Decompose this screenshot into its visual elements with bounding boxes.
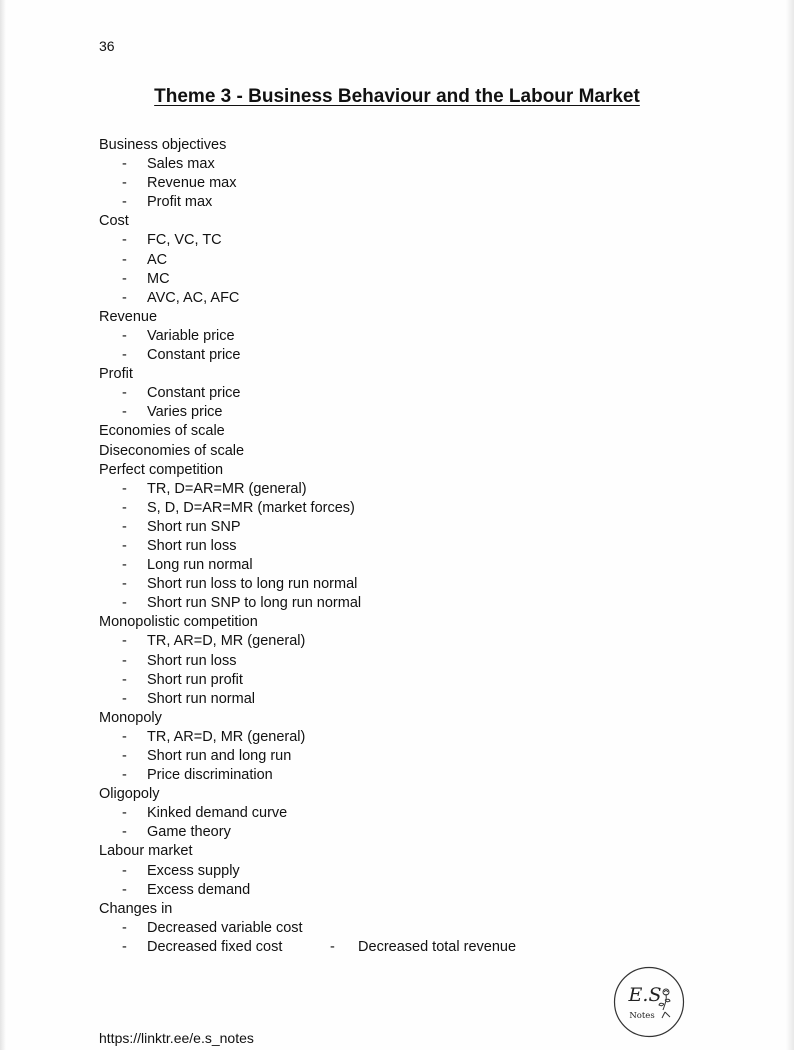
bullet-item-text: Revenue max bbox=[147, 175, 237, 192]
bullet-dash: - bbox=[122, 805, 127, 822]
bullet-dash: - bbox=[122, 194, 127, 211]
bullet-dash: - bbox=[122, 156, 127, 173]
page-title: Theme 3 - Business Behaviour and the Labour Market bbox=[154, 86, 640, 107]
bullet-item-text: TR, D=AR=MR (general) bbox=[147, 480, 307, 497]
bullet-item-text: Price discrimination bbox=[147, 767, 273, 784]
bullet-dash: - bbox=[122, 347, 127, 364]
page-shadow-left bbox=[0, 0, 6, 1050]
bullet-item bbox=[99, 174, 361, 193]
bullet-dash: - bbox=[122, 327, 127, 344]
bullet-item bbox=[99, 632, 361, 651]
bullet-dash: - bbox=[122, 499, 127, 516]
bullet-dash: - bbox=[330, 939, 335, 955]
bullet-dash: - bbox=[122, 537, 127, 554]
bullet-item bbox=[99, 346, 361, 365]
bullet-item-text: Long run normal bbox=[147, 557, 253, 574]
bullet-item bbox=[99, 938, 361, 957]
bullet-item bbox=[99, 766, 361, 785]
section-heading: Profit bbox=[99, 366, 133, 383]
bullet-item bbox=[99, 270, 361, 289]
bullet-dash: - bbox=[122, 289, 127, 306]
bullet-item-text: Profit max bbox=[147, 194, 213, 211]
section-heading: Oligopoly bbox=[99, 786, 160, 803]
bullet-dash: - bbox=[122, 767, 127, 784]
bullet-item-text: Short run SNP to long run normal bbox=[147, 595, 362, 612]
bullet-dash: - bbox=[122, 652, 127, 669]
bullet-dash: - bbox=[122, 518, 127, 535]
bullet-item-text: Excess supply bbox=[147, 862, 240, 879]
bullet-item-text: MC bbox=[147, 270, 170, 287]
footer-link[interactable]: https://linktr.ee/e.s_notes bbox=[99, 1030, 254, 1046]
bullet-item bbox=[99, 403, 361, 422]
bullet-item bbox=[99, 747, 361, 766]
bullet-dash: - bbox=[122, 919, 127, 936]
section-heading: Changes in bbox=[99, 900, 173, 917]
bullet-item-text: Short run loss bbox=[147, 652, 237, 669]
bullet-dash: - bbox=[122, 480, 127, 497]
section-heading: Revenue bbox=[99, 308, 158, 325]
bullet-dash: - bbox=[122, 862, 127, 879]
bullet-item-text: Kinked demand curve bbox=[147, 805, 288, 822]
bullet-item bbox=[99, 556, 361, 575]
section-heading: Monopoly bbox=[99, 709, 162, 726]
bullet-item bbox=[99, 537, 361, 556]
bullet-item bbox=[99, 671, 361, 690]
bullet-dash: - bbox=[122, 232, 127, 249]
bullet-dash: - bbox=[122, 881, 127, 898]
bullet-item-text: Game theory bbox=[147, 824, 231, 841]
bullet-item bbox=[99, 881, 361, 900]
bullet-item-text: FC, VC, TC bbox=[147, 232, 222, 249]
section-heading: Labour market bbox=[99, 843, 193, 860]
bullet-item bbox=[99, 652, 361, 671]
bullet-item-text: Short run loss to long run normal bbox=[147, 576, 358, 593]
bullet-item-text: Constant price bbox=[147, 347, 241, 364]
section-heading: Diseconomies of scale bbox=[99, 442, 245, 459]
bullet-dash: - bbox=[122, 633, 127, 650]
bullet-dash: - bbox=[122, 824, 127, 841]
bullet-item-text: Excess demand bbox=[147, 881, 251, 898]
bullet-item-text: Short run SNP bbox=[147, 518, 241, 535]
bullet-item-text: Short run normal bbox=[147, 690, 255, 707]
bullet-item-decreased-total-revenue bbox=[330, 938, 516, 957]
bullet-item bbox=[99, 919, 361, 938]
bullet-dash: - bbox=[122, 576, 127, 593]
bullet-item-text: Short run profit bbox=[147, 671, 243, 688]
section-heading: Monopolistic competition bbox=[99, 614, 258, 631]
bullet-item-text: Short run loss bbox=[147, 537, 237, 554]
bullet-item-text: Decreased total revenue bbox=[358, 939, 517, 955]
bullet-item bbox=[99, 804, 361, 823]
bullet-item bbox=[99, 289, 361, 308]
section-heading: Cost bbox=[99, 213, 129, 230]
logo-initials: E.S bbox=[628, 984, 662, 1006]
bullet-dash: - bbox=[122, 748, 127, 764]
bullet-item-text: Sales max bbox=[147, 156, 215, 173]
bullet-dash: - bbox=[122, 557, 127, 574]
bullet-dash: - bbox=[122, 404, 127, 421]
section-heading: Perfect competition bbox=[99, 461, 224, 478]
bullet-item bbox=[99, 862, 361, 881]
topic-outline bbox=[99, 136, 361, 957]
bullet-dash: - bbox=[122, 385, 127, 402]
bullet-item bbox=[99, 155, 361, 174]
bullet-item-text: AVC, AC, AFC bbox=[147, 289, 240, 306]
bullet-item bbox=[99, 480, 361, 499]
bullet-item-text: TR, AR=D, MR (general) bbox=[147, 728, 306, 745]
bullet-dash: - bbox=[122, 251, 127, 268]
bullet-item-text: Varies price bbox=[147, 404, 223, 421]
bullet-item-text: AC bbox=[147, 251, 168, 268]
bullet-dash: - bbox=[122, 938, 127, 955]
section-heading: Economies of scale bbox=[99, 423, 225, 440]
bullet-item bbox=[99, 575, 361, 594]
section-heading: Business objectives bbox=[99, 137, 227, 153]
bullet-item bbox=[99, 193, 361, 212]
bullet-item bbox=[99, 231, 361, 250]
page-number: 36 bbox=[99, 38, 115, 54]
bullet-item bbox=[99, 690, 361, 709]
bullet-item bbox=[99, 499, 361, 518]
bullet-item-text: Decreased fixed cost bbox=[147, 938, 283, 955]
bullet-item-text: Variable price bbox=[147, 327, 235, 344]
bullet-item-text: TR, AR=D, MR (general) bbox=[147, 633, 306, 650]
bullet-dash: - bbox=[122, 690, 127, 707]
bullet-item bbox=[99, 728, 361, 747]
bullet-dash: - bbox=[122, 175, 127, 192]
bullet-item bbox=[99, 327, 361, 346]
bullet-dash: - bbox=[122, 595, 127, 612]
bullet-item-text: Decreased variable cost bbox=[147, 919, 303, 936]
bullet-dash: - bbox=[122, 671, 127, 688]
bullet-item-text: S, D, D=AR=MR (market forces) bbox=[147, 499, 355, 516]
bullet-item bbox=[99, 518, 361, 537]
es-notes-logo bbox=[613, 966, 685, 1038]
bullet-item-text: Short run and long run bbox=[147, 748, 292, 764]
page-shadow-right bbox=[786, 0, 794, 1050]
logo-label: Notes bbox=[629, 1011, 655, 1021]
bullet-dash: - bbox=[122, 270, 127, 287]
bullet-item bbox=[99, 823, 361, 842]
bullet-dash: - bbox=[122, 728, 127, 745]
bullet-item bbox=[99, 251, 361, 270]
bullet-item bbox=[99, 594, 361, 613]
bullet-item-text: Constant price bbox=[147, 385, 241, 402]
bullet-item bbox=[99, 384, 361, 403]
